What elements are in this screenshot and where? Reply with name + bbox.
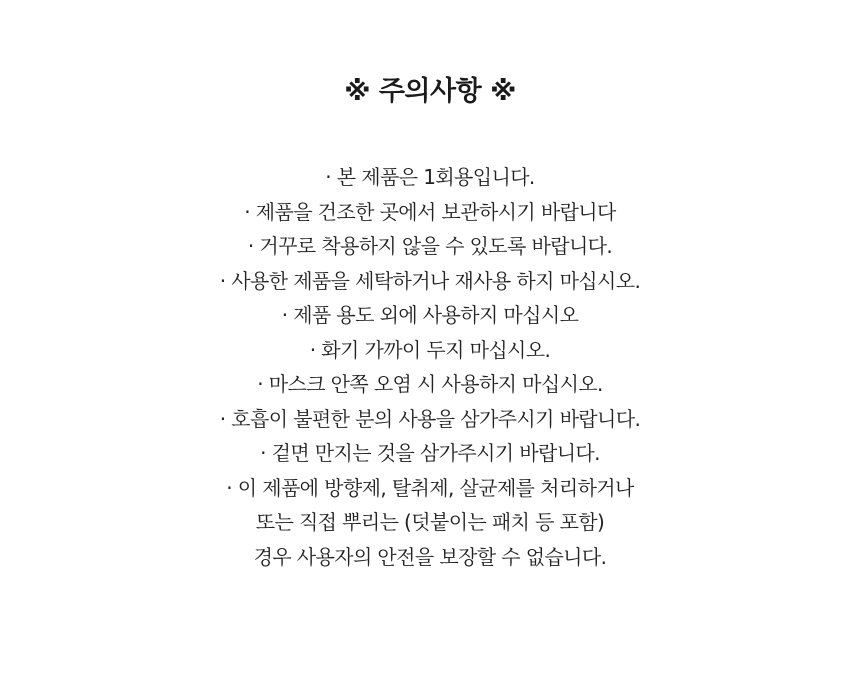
caution-item-3: · 거꾸로 착용하지 않을 수 있도록 바랍니다. [247,234,613,258]
caution-item-7: · 마스크 안쪽 오염 시 사용하지 마십시오. [257,372,603,396]
caution-item-11: 또는 직접 뿌리는 (덧붙이는 패치 등 포함) [255,510,605,534]
caution-item-12: 경우 사용자의 안전을 보장할 수 없습니다. [253,544,607,569]
caution-item-1: · 본 제품은 1회용입니다. [325,165,535,189]
caution-item-9: · 겉면 만지는 것을 삼가주시기 바랍니다. [260,441,600,465]
caution-list [0,160,860,574]
caution-item-6: · 화기 가까이 두지 마십시오. [309,337,551,362]
caution-item-8: · 호흡이 불편한 분의 사용을 삼가주시기 바랍니다. [219,406,641,431]
caution-item-4: · 사용한 제품을 세탁하거나 재사용 하지 마십시오. [219,268,641,293]
caution-title: ※ 주의사항 ※ [344,76,516,107]
caution-item-5: · 제품 용도 외에 사용하지 마십시오 [281,303,579,327]
caution-item-2: · 제품을 건조한 곳에서 보관하시기 바랍니다 [244,199,616,224]
caution-item-10: · 이 제품에 방향제, 탈취제, 살균제를 처리하거나 [226,475,634,500]
